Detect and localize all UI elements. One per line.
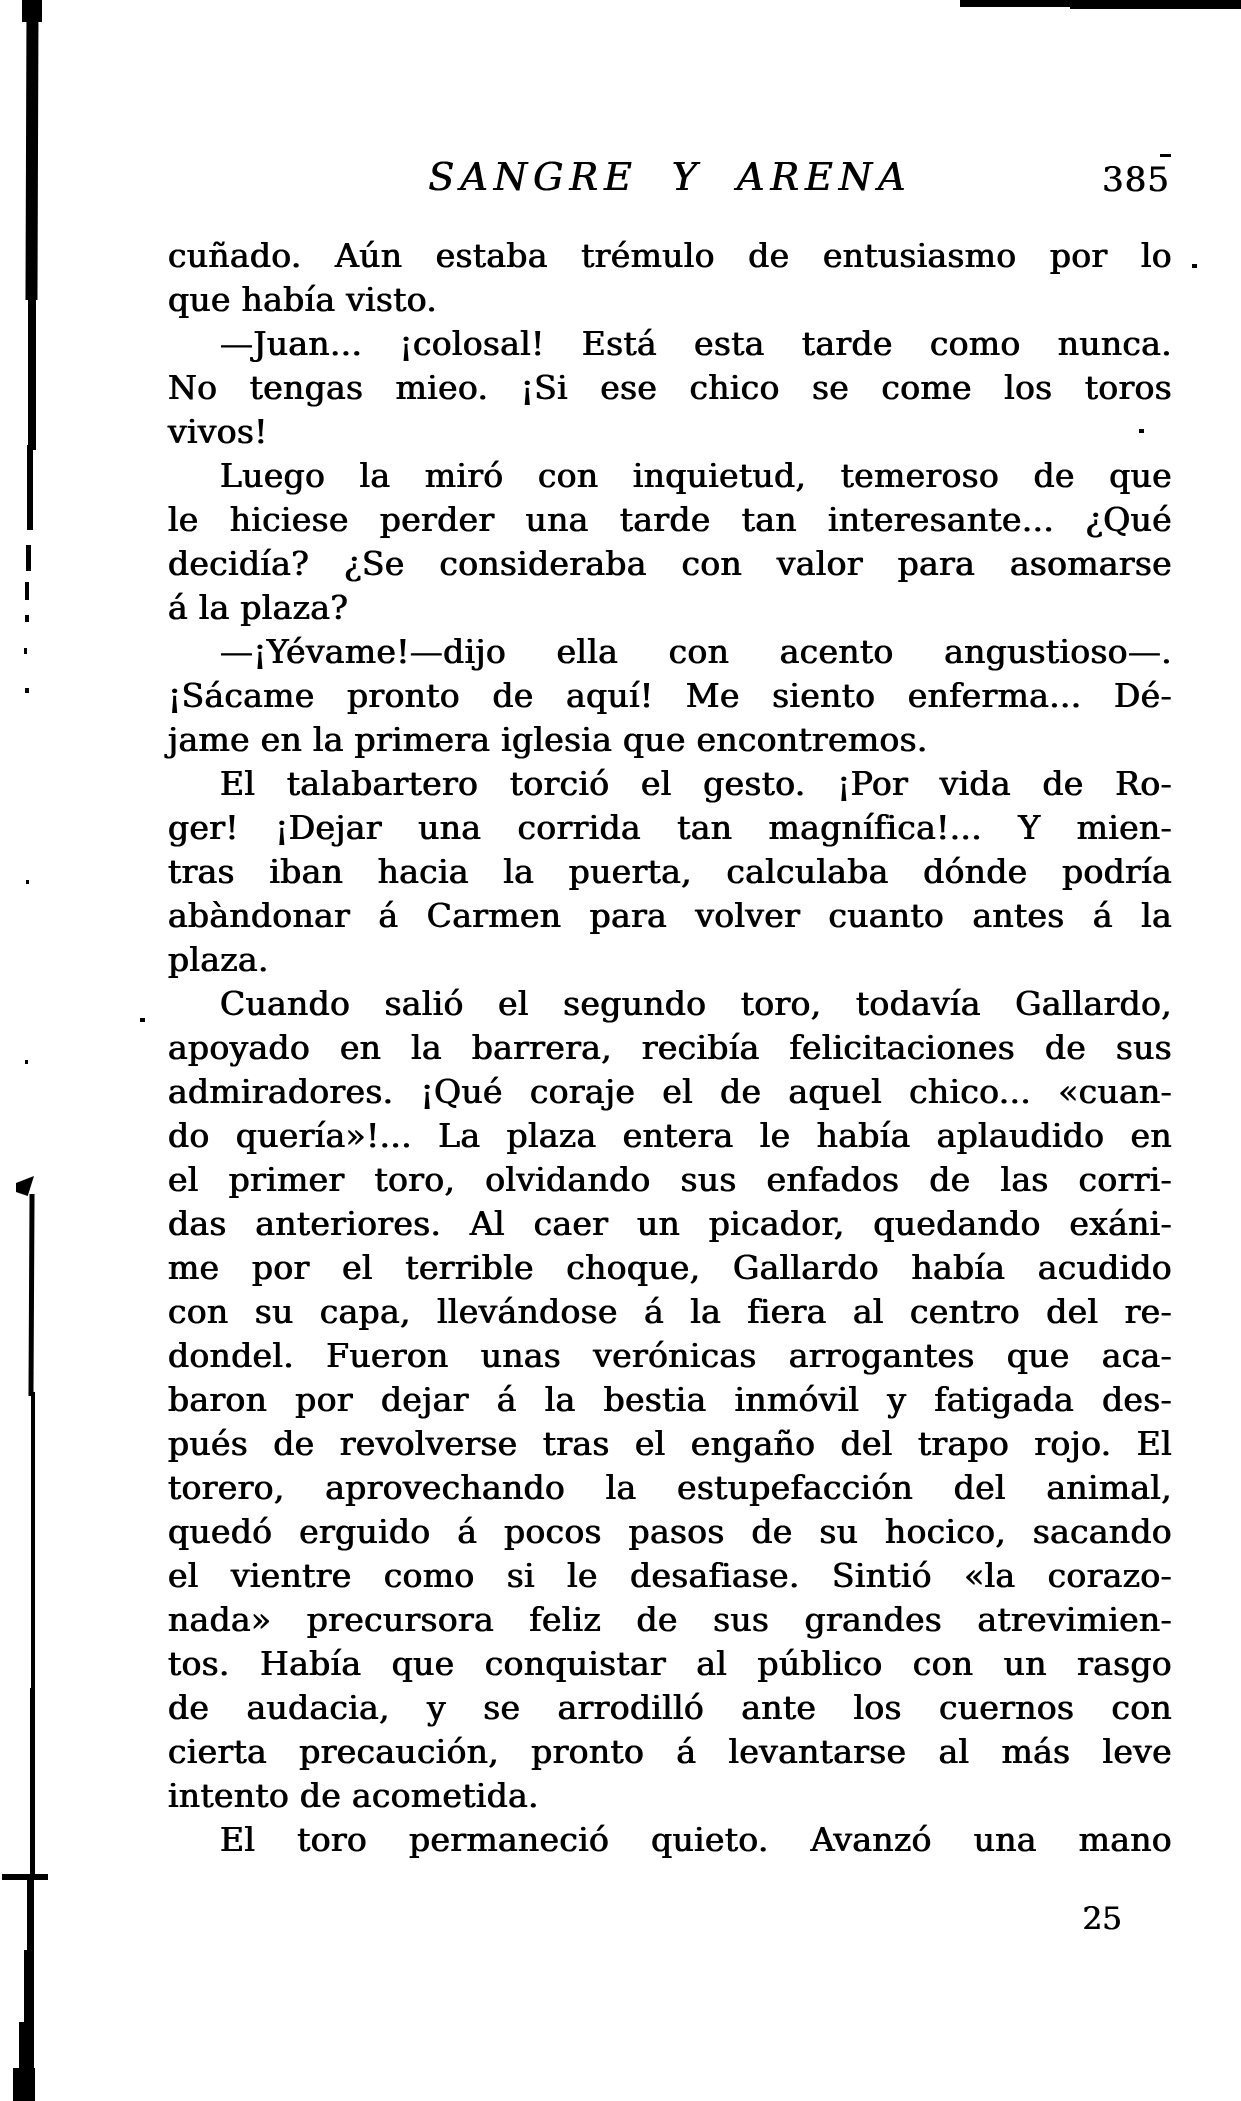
text-line: nada» precursora feliz de sus grandes atrevimien- [168,1600,1172,1639]
text-line: apoyado en la barrera, recibía felicitaciones de sus [168,1028,1172,1067]
scan-binding-mark [31,1392,35,1692]
scan-binding-mark [28,290,36,450]
scan-binding-mark [24,648,27,654]
scan-binding-mark [25,0,38,300]
scan-binding-mark [25,688,29,693]
text-line: ger! ¡Dejar una corrida tan magnífica!... Y mien- [168,808,1172,847]
scan-binding-mark [26,880,29,884]
text-line: á la plaza? [168,588,349,627]
text-line: decidía? ¿Se consideraba con valor para asomarse [168,544,1172,583]
scan-binding-mark [25,582,29,600]
scan-speck [1192,264,1197,268]
text-line: quedó erguido á pocos pasos de su hocico, sacando [168,1512,1172,1551]
scan-binding-mark [25,615,29,622]
text-line: —Juan... ¡colosal! Está esta tarde como nunca. [220,324,1172,363]
running-header [168,152,1172,202]
text-line: torero, aprovechando la estupefacción del animal, [168,1468,1172,1507]
text-line: tos. Había que conquistar al público con un rasgo [168,1644,1172,1683]
text-line: intento de acometida. [168,1776,539,1815]
scan-binding-mark [26,545,31,571]
page-number: 385 [1102,160,1170,200]
scan-binding-mark [2,1874,48,1880]
text-line: el primer toro, olvidando sus enfados de las corri- [168,1160,1172,1199]
text-line: le hiciese perder una tarde tan interesante... ¿Qué [168,500,1172,539]
page-text [168,234,1172,1862]
text-line: El toro permaneció quieto. Avanzó una mano [220,1820,1172,1859]
text-line: el vientre como si le desafiase. Sintió «la corazo- [168,1556,1172,1595]
text-line: das anteriores. Al caer un picador, quedando exáni- [168,1204,1172,1243]
scan-speck [1139,429,1144,433]
text-line: plaza. [168,940,269,979]
text-line: baron por dejar á la bestia inmóvil y fatigada des- [168,1380,1172,1419]
text-line: dondel. Fueron unas verónicas arrogantes que aca- [168,1336,1172,1375]
text-line: Cuando salió el segundo toro, todavía Gallardo, [220,984,1172,1023]
scan-binding-mark [19,2022,34,2072]
text-line: do quería»!... La plaza entera le había aplaudido en [168,1116,1172,1155]
text-line: cuñado. Aún estaba trémulo de entusiasmo por lo [168,236,1172,275]
text-line: El talabartero torció el gesto. ¡Por vida de Ro- [220,764,1172,803]
scan-binding-mark [27,1878,34,1953]
text-line: me por el terrible choque, Gallardo había acudido [168,1248,1172,1287]
text-line: admiradores. ¡Qué coraje el de aquel chico... «cuan- [168,1072,1172,1111]
scan-binding-mark [13,2068,35,2101]
scan-edge-mark [1070,6,1241,9]
text-line: que había visto. [168,280,438,319]
scan-binding-mark [27,445,33,530]
text-line: jame en la primera iglesia que encontremos. [168,720,928,759]
scan-binding-mark [25,1060,28,1064]
text-line: abàndonar á Carmen para volver cuanto antes á la [168,896,1172,935]
text-line: tras iban hacia la puerta, calculaba dónde podría [168,852,1172,891]
signature-mark: 25 [1082,1901,1122,1937]
text-line: —¡Yévame!—dijo ella con acento angustioso—. [220,632,1172,671]
text-line: No tengas mieo. ¡Si ese chico se come los toros [168,368,1172,407]
scan-binding-mark [28,1194,34,1396]
scan-speck [1160,154,1171,157]
text-line: vivos! [168,412,268,451]
text-line: ¡Sácame pronto de aquí! Me siento enferma... Dé- [168,676,1172,715]
text-line: pués de revolverse tras el engaño del trapo rojo. El [168,1424,1172,1463]
scan-binding-mark [24,1950,34,2025]
text-line: cierta precaución, pronto á levantarse al más leve [168,1732,1172,1771]
scan-speck [140,1018,145,1022]
text-line: Luego la miró con inquietud, temeroso de que [220,456,1172,495]
text-line: de audacia, y se arrodilló ante los cuernos con [168,1688,1172,1727]
running-header-title: SANGRE Y ARENA [428,155,912,199]
text-line: con su capa, llevándose á la fiera al centro del re- [168,1292,1172,1331]
scan-binding-mark [30,1688,35,1878]
